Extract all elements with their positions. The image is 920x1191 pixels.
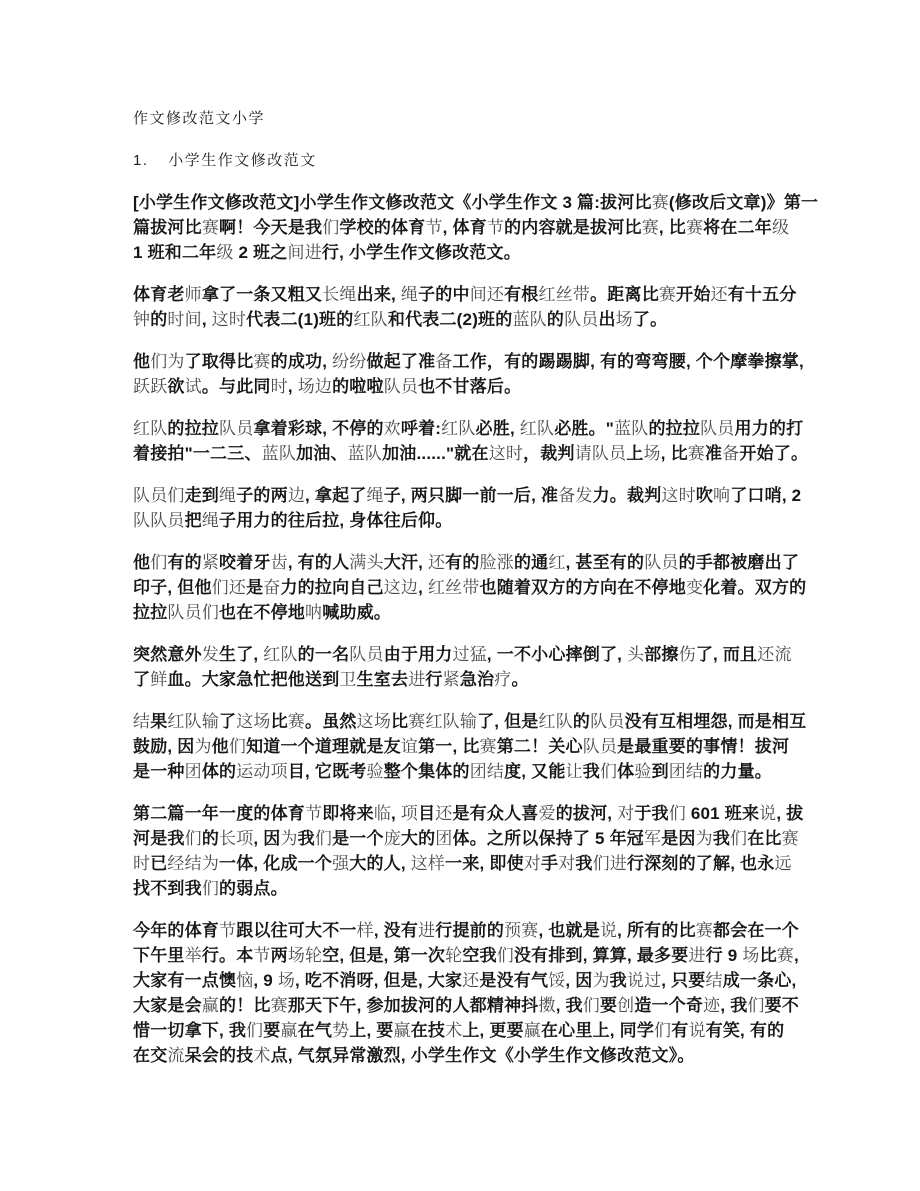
paragraph bbox=[133, 190, 823, 265]
text-line: 拉拉队员们也在不停地呐喊助威。 bbox=[133, 603, 392, 622]
text-line: 找不到我们的弱点。 bbox=[133, 879, 288, 898]
text-line: 下午里举行。本节两场轮空, 但是, 第一次轮空我们没有排到, 算算, 最多要进行 9 场比赛, bbox=[133, 946, 799, 965]
text-line: 跃跃欲试。与此同时, 场边的啦啦队员也不甘落后。 bbox=[133, 377, 522, 396]
text-line: 河是我们的长项, 因为我们是一个庞大的团体。之所以保持了 5 年冠军是因为我们在比赛 bbox=[133, 829, 799, 848]
text-line: 今年的体育节跟以往可大不一样, 没有进行提前的预赛, 也就是说, 所有的比赛都会在一个 bbox=[133, 921, 799, 940]
text-line: 时已经结为一体, 化成一个强大的人, 这样一来, 即使对手对我们进行深刻的了解, 也永远 bbox=[133, 854, 792, 873]
text-line: 印子, 但他们还是奋力的拉向自己这边, 红丝带也随着双方的方向在不停地变化着。双方的 bbox=[133, 578, 807, 597]
text-line: 大家有一点懊恼, 9 场, 吃不消呀, 但是, 大家还是没有气馁, 因为我说过, 只要结成一条心, bbox=[133, 971, 797, 990]
text-line: 他们有的紧咬着牙齿, 有的人满头大汗, 还有的脸涨的通红, 甚至有的队员的手都被磨出了 bbox=[133, 553, 800, 572]
paragraph bbox=[133, 416, 823, 466]
text-line: 红队的拉拉队员拿着彩球, 不停的欢呼着:红队必胜, 红队必胜。"蓝队的拉拉队员用力的打 bbox=[133, 419, 804, 438]
text-line: 篇拔河比赛啊！今天是我们学校的体育节, 体育节的内容就是拔河比赛, 比赛将在二年级 bbox=[133, 218, 790, 237]
paragraph bbox=[133, 918, 823, 1068]
paragraph bbox=[133, 801, 823, 901]
text-line: 1 班和二年级 2 班之间进行, 小学生作文修改范文。 bbox=[133, 243, 521, 262]
text-line: 在交流呆会的技术点, 气氛异常激烈, 小学生作文《小学生作文修改范文》。 bbox=[133, 1046, 695, 1065]
text-line: 着接拍"一二三、蓝队加油、蓝队加油......"就在这时，裁判请队员上场, 比赛准备开始了。 bbox=[133, 444, 809, 463]
paragraphs bbox=[133, 190, 823, 1068]
paragraph bbox=[133, 709, 823, 784]
heading-text: 小学生作文修改范文 bbox=[168, 152, 317, 169]
text-line: 他们为了取得比赛的成功, 纷纷做起了准备工作，有的踢踢脚, 有的弯弯腰, 个个摩拳擦掌, bbox=[133, 352, 804, 371]
paragraph bbox=[133, 483, 823, 533]
paragraph bbox=[133, 349, 823, 399]
text-line: 队队员把绳子用力的往后拉, 身体往后仰。 bbox=[133, 511, 453, 530]
text-line: 队员们走到绳子的两边, 拿起了绳子, 两只脚一前一后, 准备发力。裁判这时吹响了口哨, 2 bbox=[133, 486, 802, 505]
text-line: 鼓励, 因为他们知道一个道理就是友谊第一, 比赛第二！关心队员是最重要的事情！拔河 bbox=[133, 737, 790, 756]
text-line: 第二篇一年一度的体育节即将来临, 项目还是有众人喜爱的拔河, 对于我们 601 班来说, 拔 bbox=[133, 804, 804, 823]
text-body bbox=[133, 106, 823, 1068]
paragraph bbox=[133, 282, 823, 332]
heading-number: 1. bbox=[133, 152, 149, 169]
text-line: 突然意外发生了, 红队的一名队员由于用力过猛, 一不小心摔倒了, 头部擦伤了, 而且还流 bbox=[133, 645, 792, 664]
text-line: [小学生作文修改范文]小学生作文修改范文《小学生作文 3 篇:拔河比赛(修改后文章)》第一 bbox=[133, 193, 819, 212]
paragraph bbox=[133, 550, 823, 625]
text-line: 惜一切拿下, 我们要赢在气势上, 要赢在技术上, 更要赢在心里上, 同学们有说有笑, 有的 bbox=[133, 1021, 785, 1040]
text-line: 钟的时间, 这时代表二(1)班的红队和代表二(2)班的蓝队的队员出场了。 bbox=[133, 310, 668, 329]
paragraph bbox=[133, 642, 823, 692]
section-heading bbox=[133, 148, 823, 173]
text-line: 大家是会赢的！比赛那天下午, 参加拔河的人都精神抖擞, 我们要创造一个奇迹, 我们要不 bbox=[133, 996, 800, 1015]
text-line: 体育老师拿了一条又粗又长绳出来, 绳子的中间还有根红丝带。距离比赛开始还有十五分 bbox=[133, 285, 797, 304]
text-line: 结果红队输了这场比赛。虽然这场比赛红队输了, 但是红队的队员没有互相埋怨, 而是相互 bbox=[133, 712, 807, 731]
text-line: 了鲜血。大家急忙把他送到卫生室去进行紧急治疗。 bbox=[133, 670, 529, 689]
page-title: 作文修改范文小学 bbox=[133, 110, 266, 127]
text-line: 是一种团体的运动项目, 它既考验整个集体的团结度, 又能让我们体验到团结的力量。 bbox=[133, 762, 772, 781]
